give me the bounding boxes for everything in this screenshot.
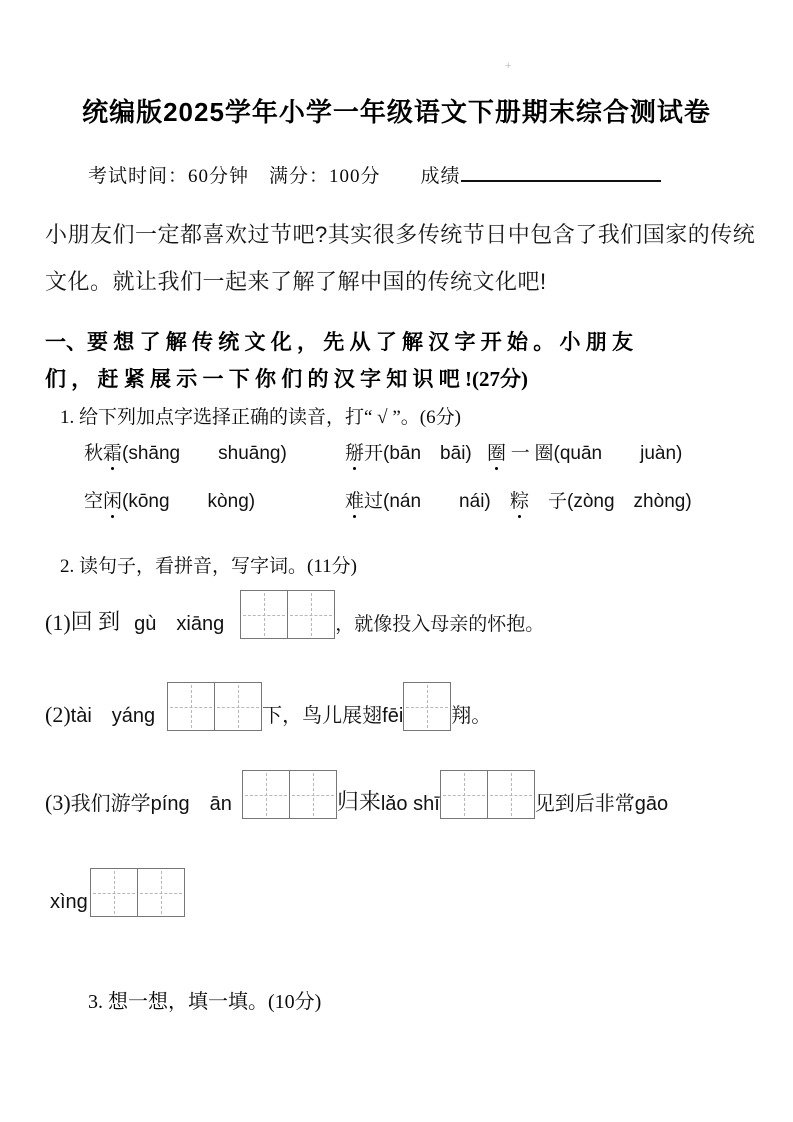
intro-line-2: 文化。就让我们一起来了解了解中国的传统文化吧! <box>45 269 547 294</box>
writing-grid-1cell[interactable] <box>403 682 451 731</box>
word-suffix: 过 <box>364 491 384 512</box>
word-suffix: 一 圈 <box>506 443 554 464</box>
pinyin-hint: fēi <box>382 705 404 727</box>
fill-sentence-2 <box>45 682 491 731</box>
dotted-char: 难 <box>345 486 364 513</box>
question3-label: 3. 想一想，填一填。(10分) <box>88 991 322 1013</box>
writing-cell[interactable] <box>214 683 261 730</box>
phonetic-item-qiushuang[interactable] <box>84 438 287 465</box>
sentence-number: (1) <box>45 610 71 635</box>
sentence-number: (3) <box>45 790 71 815</box>
dotted-char: 粽 <box>510 486 529 513</box>
writing-cell[interactable] <box>441 771 487 818</box>
writing-grid-2cell[interactable] <box>167 682 262 731</box>
pinyin-options[interactable]: (shāng shuāng) <box>122 443 287 464</box>
intro-line-1: 小朋友们一定都喜欢过节吧?其实很多传统节日中包含了我们国家的传统 <box>45 222 756 247</box>
phonetic-item-quanyiquan[interactable] <box>487 438 682 465</box>
writing-grid-2cell[interactable] <box>440 770 535 819</box>
word-prefix: 秋 <box>84 443 104 464</box>
phonetic-item-zongzi[interactable] <box>510 486 692 513</box>
word-prefix: 空 <box>84 491 104 512</box>
sentence-text: 下，鸟儿展翅 <box>262 705 383 727</box>
writing-cell[interactable] <box>168 683 214 730</box>
writing-cell[interactable] <box>289 771 336 818</box>
sentence-number: (2) <box>45 702 71 727</box>
pinyin-options[interactable]: (bān bāi) <box>383 443 472 464</box>
dotted-char: 霜 <box>103 438 122 465</box>
word-suffix: 子 <box>529 491 568 512</box>
writing-cell[interactable] <box>91 869 137 916</box>
writing-cell[interactable] <box>287 591 334 638</box>
pinyin-hint: lǎo shī <box>380 793 440 815</box>
phonetic-item-nanguo[interactable] <box>345 486 491 513</box>
sentence-tail: 见到后非常 <box>534 793 635 815</box>
question1-label: 1. 给下列加点字选择正确的读音，打“ √ ”。(6分) <box>60 407 461 428</box>
fill-sentence-1 <box>45 590 544 639</box>
dotted-char: 闲 <box>103 486 122 513</box>
writing-cell[interactable] <box>241 591 287 638</box>
word-suffix: 开 <box>364 443 384 464</box>
pinyin-hint: xìng <box>50 891 88 913</box>
exam-info-line <box>88 160 661 188</box>
sentence-text: 归来 <box>336 789 381 814</box>
score-blank-line[interactable] <box>461 160 661 182</box>
phonetic-item-baikai[interactable] <box>345 438 472 465</box>
pinyin-hint: gù xiāng <box>134 613 225 635</box>
fill-sentence-3 <box>45 770 668 819</box>
writing-grid-2cell[interactable] <box>242 770 337 819</box>
crop-mark: + <box>505 60 512 72</box>
sentence-tail: ，就像投入母亲的怀抱。 <box>335 614 545 635</box>
dotted-char: 圈 <box>487 438 506 465</box>
dotted-char: 掰 <box>345 438 364 465</box>
fill-sentence-4 <box>50 868 185 917</box>
exam-info-text: 考试时间：60分钟 满分：100分 成绩 <box>88 165 461 187</box>
pinyin-options[interactable]: (nán nái) <box>383 491 491 512</box>
pinyin-options[interactable]: (kōng kòng) <box>122 491 256 512</box>
writing-cell[interactable] <box>404 683 450 730</box>
writing-cell[interactable] <box>487 771 534 818</box>
pinyin-options[interactable]: (zòng zhòng) <box>567 491 692 512</box>
section1-heading-line1: 一、要 想 了 解 传 统 文 化 ， 先 从 了 解 汉 字 开 始 。 小 朋 友 <box>45 330 633 354</box>
pinyin-options[interactable]: (quān juàn) <box>553 443 683 464</box>
sentence-text: 我们游学 <box>70 793 151 815</box>
pinyin-hint: tài yáng <box>70 705 156 727</box>
writing-grid-2cell[interactable] <box>240 590 335 639</box>
section1-heading-line2: 们 ， 赶 紧 展 示 一 下 你 们 的 汉 字 知 识 吧 !(27分) <box>45 367 528 391</box>
writing-cell[interactable] <box>137 869 184 916</box>
paper-title: 统编版2025学年小学一年级语文下册期末综合测试卷 <box>82 97 711 127</box>
pinyin-hint: píng ān <box>150 793 232 815</box>
writing-cell[interactable] <box>243 771 289 818</box>
question2-label: 2. 读句子，看拼音，写字词。(11分) <box>60 556 357 577</box>
sentence-text: 回 到 <box>70 609 121 634</box>
phonetic-item-kongxian[interactable] <box>84 486 255 513</box>
writing-grid-2cell[interactable] <box>90 868 185 917</box>
sentence-tail: 翔。 <box>451 705 492 727</box>
pinyin-hint: gāo <box>634 793 669 815</box>
